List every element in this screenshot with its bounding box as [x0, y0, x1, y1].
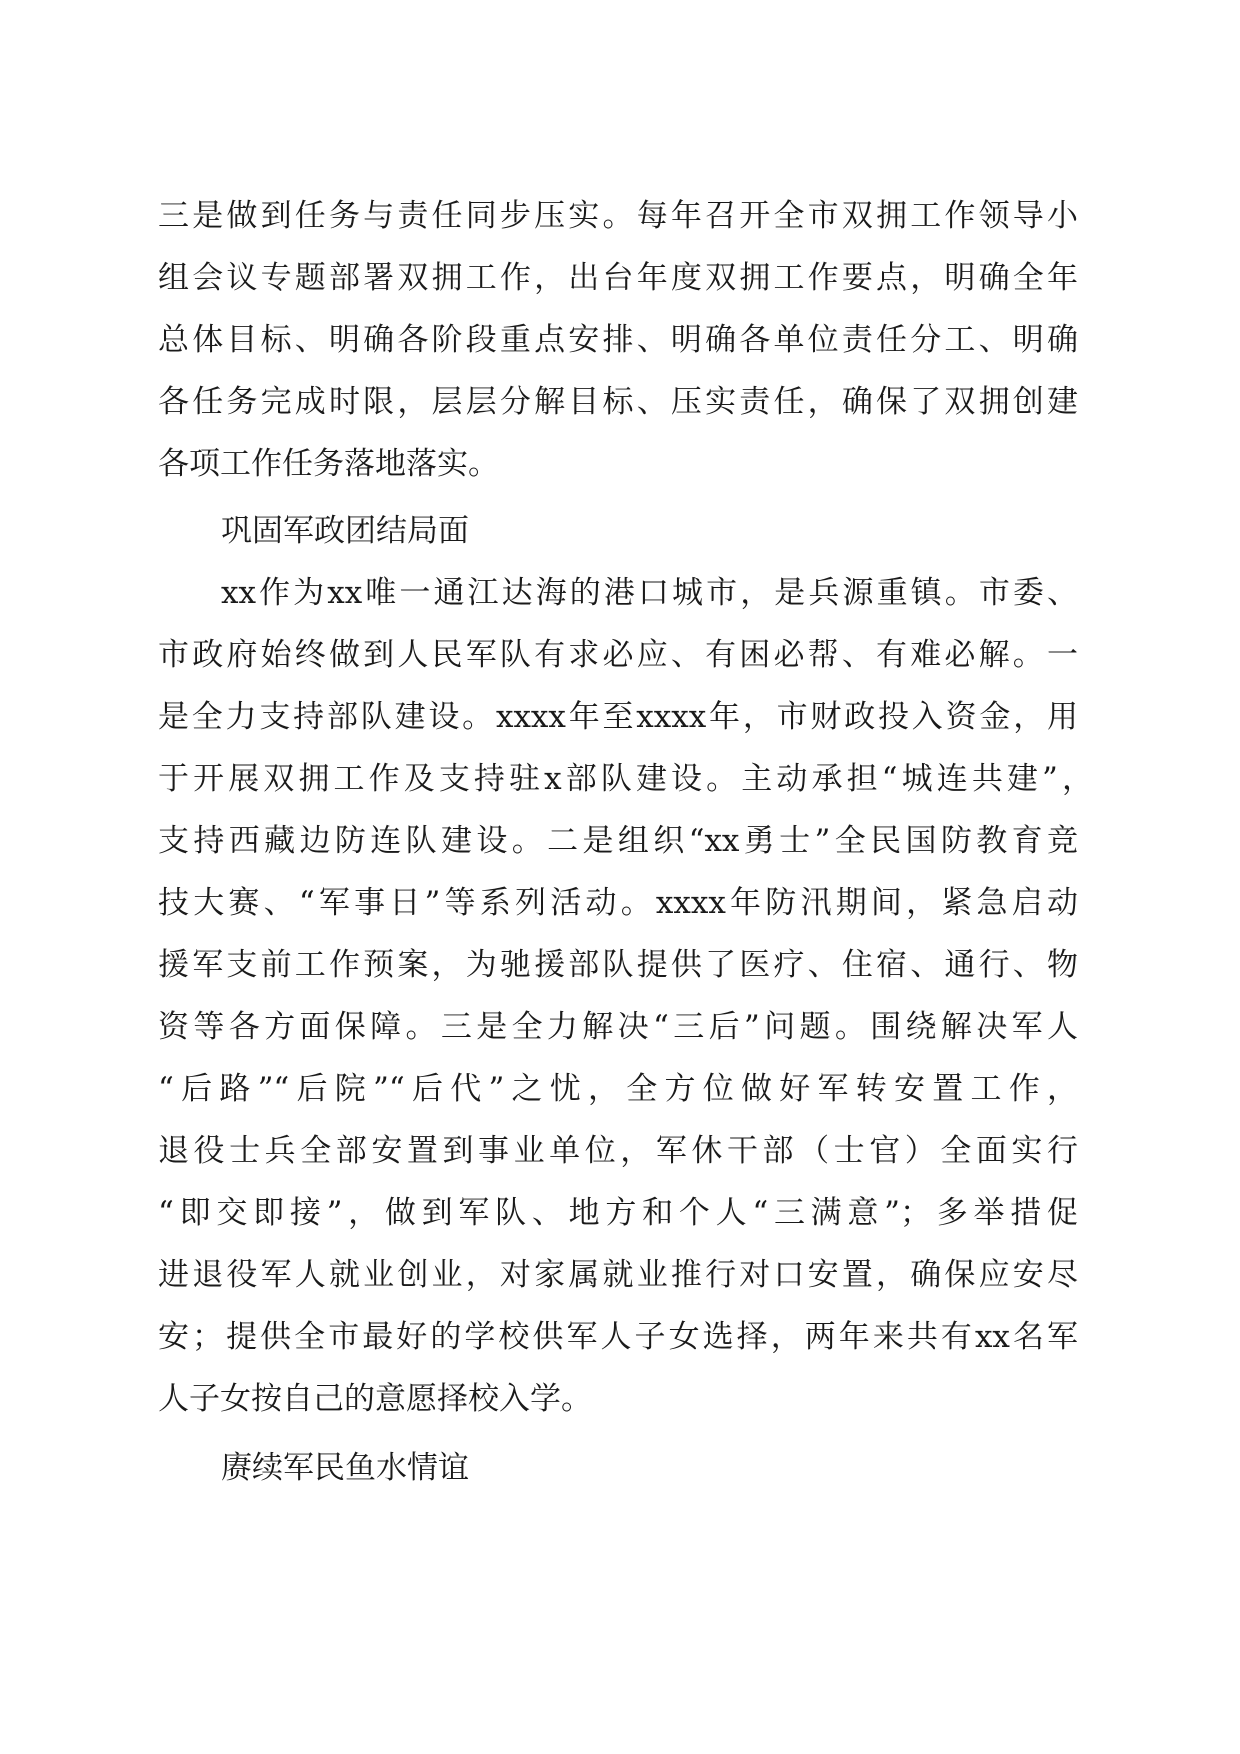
paragraph-line: “后路”“后院”“后代”之忧，全方位做好军转安置工作， [158, 1071, 1078, 1107]
paragraph-line: 是全力支持部队建设。xxxx年至xxxx年，市财政投入资金，用 [158, 699, 1078, 735]
paragraph-line: 各项工作任务落地落实。 [158, 446, 499, 482]
paragraph-line: 组会议专题部署双拥工作，出台年度双拥工作要点，明确全年 [158, 260, 1078, 296]
paragraph-line: 资等各方面保障。三是全力解决“三后”问题。围绕解决军人 [158, 1009, 1078, 1045]
paragraph-line: xx作为xx唯一通江达海的港口城市，是兵源重镇。市委、 [221, 575, 1078, 611]
section-heading-military-civilian-ties: 赓续军民鱼水情谊 [221, 1450, 469, 1486]
paragraph-line: 安；提供全市最好的学校供军人子女选择，两年来共有xx名军 [158, 1319, 1078, 1355]
paragraph-line: 总体目标、明确各阶段重点安排、明确各单位责任分工、明确 [158, 322, 1078, 358]
paragraph-line: 技大赛、“军事日”等系列活动。xxxx年防汛期间，紧急启动 [158, 885, 1078, 921]
paragraph-line: 于开展双拥工作及支持驻x部队建设。主动承担“城连共建”， [158, 761, 1093, 797]
paragraph-line: 市政府始终做到人民军队有求必应、有困必帮、有难必解。一 [158, 637, 1078, 673]
paragraph-line: 三是做到任务与责任同步压实。每年召开全市双拥工作领导小 [158, 198, 1078, 234]
paragraph-line: 退役士兵全部安置到事业单位，军休干部（士官）全面实行 [158, 1133, 1078, 1169]
paragraph-line: 进退役军人就业创业，对家属就业推行对口安置，确保应安尽 [158, 1257, 1078, 1293]
paragraph-line: 人子女按自己的意愿择校入学。 [158, 1381, 592, 1417]
paragraph-line: 支持西藏边防连队建设。二是组织“xx勇士”全民国防教育竞 [158, 823, 1078, 859]
section-heading-military-political-unity: 巩固军政团结局面 [221, 513, 469, 549]
paragraph-line: 援军支前工作预案，为驰援部队提供了医疗、住宿、通行、物 [158, 947, 1078, 983]
paragraph-line: “即交即接”，做到军队、地方和个人“三满意”；多举措促 [158, 1195, 1078, 1231]
paragraph-line: 各任务完成时限，层层分解目标、压实责任，确保了双拥创建 [158, 384, 1078, 420]
